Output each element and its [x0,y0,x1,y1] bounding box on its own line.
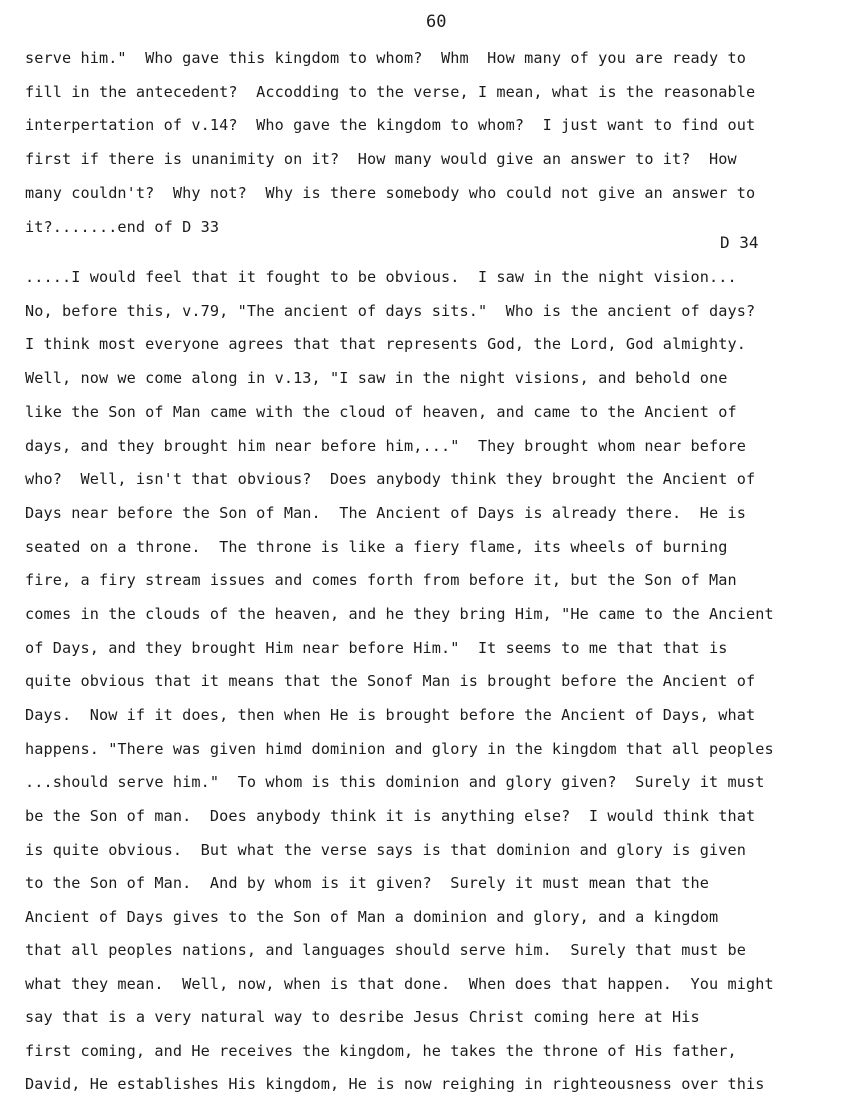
text-line: say that is a very natural way to desribe Jesus Christ coming here at His [25,1008,700,1026]
text-line: like the Son of Man came with the cloud of heaven, and came to the Ancient of [25,403,737,421]
text-line: be the Son of man. Does anybody think it is anything else? I would think that [25,807,756,825]
text-line: interpertation of v.14? Who gave the kingdom to whom? I just want to find out [25,116,756,134]
text-line: I think most everyone agrees that that represents God, the Lord, God almighty. [25,335,747,353]
text-line: Days. Now if it does, then when He is brought before the Ancient of Days, what [25,706,756,724]
text-line: days, and they brought him near before him,..." They brought whom near before [25,437,747,455]
text-line: No, before this, v.79, "The ancient of days sits." Who is the ancient of days? [25,302,756,320]
text-line: Well, now we come along in v.13, "I saw in the night visions, and behold one [25,369,728,387]
text-line: what they mean. Well, now, when is that done. When does that happen. You might [25,975,774,993]
text-line: David, He establishes His kingdom, He is now reighing in righteousness over this [25,1075,765,1093]
text-line: many couldn't? Why not? Why is there somebody who could not give an answer to [25,184,756,202]
text-line: of Days, and they brought Him near before Him." It seems to me that that is [25,639,728,657]
text-line: to the Son of Man. And by whom is it given? Surely it must mean that the [25,874,710,892]
text-line: is quite obvious. But what the verse says is that dominion and glory is given [25,841,747,859]
text-line: who? Well, isn't that obvious? Does anybody think they brought the Ancient of [25,470,756,488]
text-line: first coming, and He receives the kingdom, he takes the throne of His father, [25,1042,737,1060]
text-line: first if there is unanimity on it? How many would give an answer to it? How [25,150,737,168]
page-number: 60 [426,12,447,32]
text-line: .....I would feel that it fought to be obvious. I saw in the night vision... [25,268,737,286]
text-line: Days near before the Son of Man. The Ancient of Days is already there. He is [25,504,747,522]
text-line: that all peoples nations, and languages should serve him. Surely that must be [25,941,747,959]
text-line: happens. "There was given himd dominion and glory in the kingdom that all peoples [25,740,774,758]
text-line: fire, a firy stream issues and comes forth from before it, but the Son of Man [25,571,737,589]
text-line: comes in the clouds of the heaven, and he they bring Him, "He came to the Ancient [25,605,774,623]
text-line: it?.......end of D 33 [25,218,220,236]
text-line: fill in the antecedent? Accodding to the verse, I mean, what is the reasonable [25,83,756,101]
text-line: quite obvious that it means that the Sonof Man is brought before the Ancient of [25,672,756,690]
text-line: seated on a throne. The throne is like a fiery flame, its wheels of burning [25,538,728,556]
text-line: serve him." Who gave this kingdom to whom? Whm How many of you are ready to [25,49,747,67]
text-line: Ancient of Days gives to the Son of Man a dominion and glory, and a kingdom [25,908,719,926]
section-label: D 34 [720,233,759,252]
text-line: ...should serve him." To whom is this dominion and glory given? Surely it must [25,773,765,791]
